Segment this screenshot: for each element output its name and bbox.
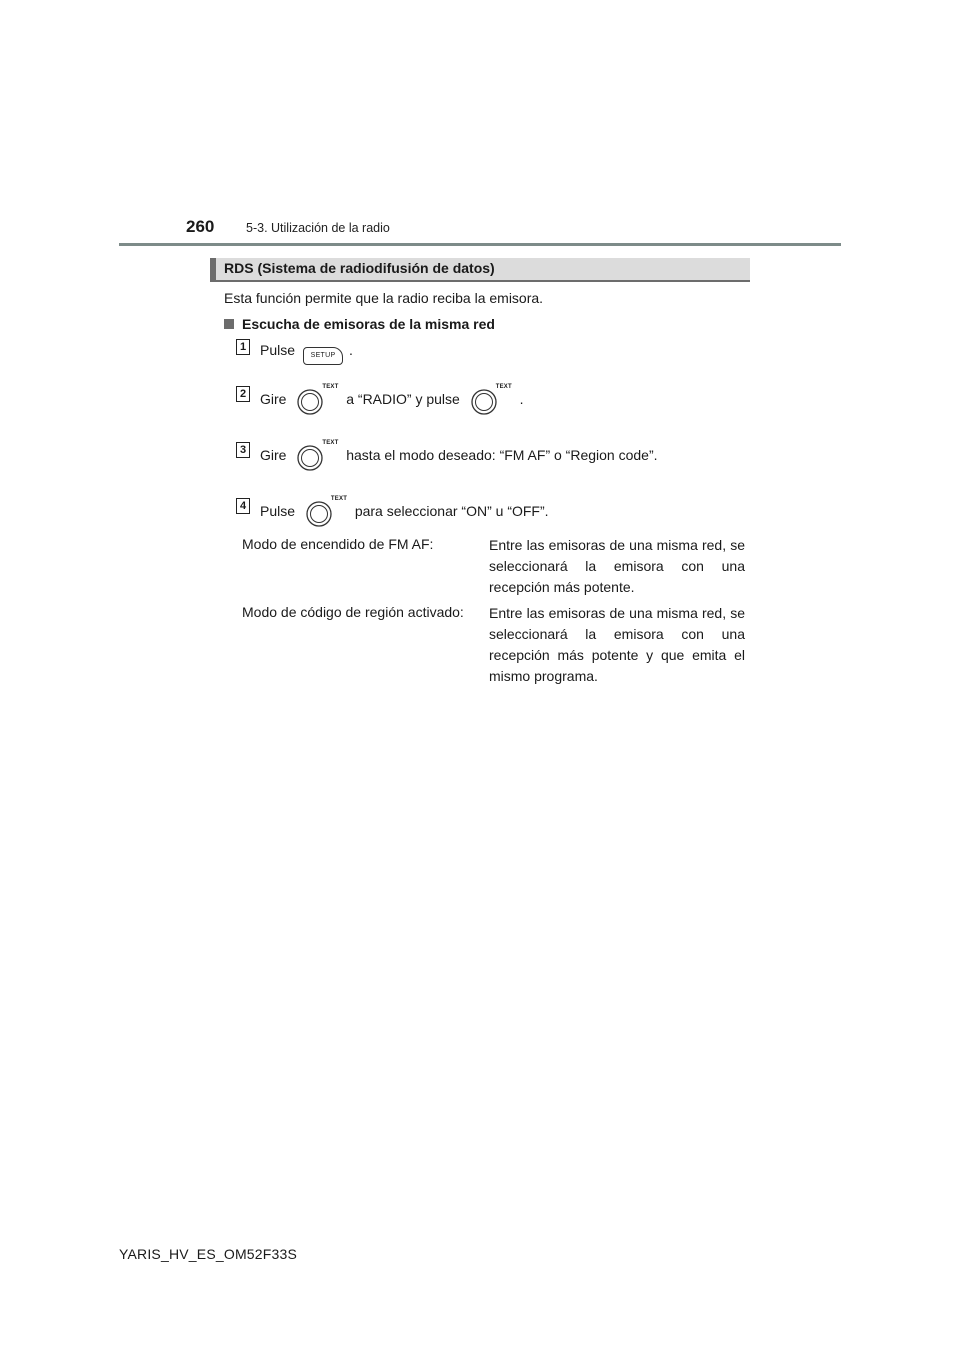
page-number: 260 xyxy=(186,217,215,236)
step-1 xyxy=(260,342,353,365)
setup-button-icon: SETUP xyxy=(303,347,343,365)
step-text: . xyxy=(519,391,524,407)
square-bullet-icon xyxy=(224,319,234,329)
step-text: . xyxy=(349,342,353,358)
step-text: Pulse xyxy=(260,503,296,519)
step-text: a “RADIO” y pulse xyxy=(346,391,460,407)
step-text: Pulse xyxy=(260,342,296,358)
document-code: YARIS_HV_ES_OM52F33S xyxy=(119,1246,298,1262)
subheading-text: Escucha de emisoras de la misma red xyxy=(242,316,495,332)
step-text: Gire xyxy=(260,391,287,407)
tune-knob-icon xyxy=(296,440,339,472)
subheading xyxy=(224,316,495,332)
step-text: para seleccionar “ON” u “OFF”. xyxy=(354,503,549,519)
step-number: 1 xyxy=(236,339,250,355)
breadcrumb: 5-3. Utilización de la radio xyxy=(246,221,390,235)
step-4 xyxy=(260,498,549,528)
definition-description: Entre las emisoras de una misma red, se seleccionará la emisora con una recepción más potente y que emita el mismo programa. xyxy=(489,605,745,684)
intro-text: Esta función permite que la radio reciba la emisora. xyxy=(224,290,544,306)
knob-label: TEXT xyxy=(495,384,512,390)
knob-label: TEXT xyxy=(322,440,339,446)
section-title: RDS (Sistema de radiodifusión de datos) xyxy=(224,260,495,276)
tune-knob-icon xyxy=(305,496,348,528)
definition-term: Modo de encendido de FM AF: xyxy=(242,536,434,552)
step-3 xyxy=(260,442,658,472)
definition-description: Entre las emisoras de una misma red, se seleccionará la emisora con una recepción más potente. xyxy=(489,537,745,595)
step-number: 3 xyxy=(236,442,250,458)
tune-knob-icon xyxy=(296,384,339,416)
tune-knob-icon xyxy=(470,386,510,416)
step-2 xyxy=(260,386,524,416)
knob-label: TEXT xyxy=(322,384,339,390)
step-text: hasta el modo deseado: “FM AF” o “Region code”. xyxy=(346,447,658,463)
header-divider xyxy=(119,243,841,246)
knob-label: TEXT xyxy=(330,496,348,502)
step-number: 4 xyxy=(236,498,250,514)
step-number: 2 xyxy=(236,386,250,402)
definition-term: Modo de código de región activado: xyxy=(242,604,464,620)
step-text: Gire xyxy=(260,447,287,463)
